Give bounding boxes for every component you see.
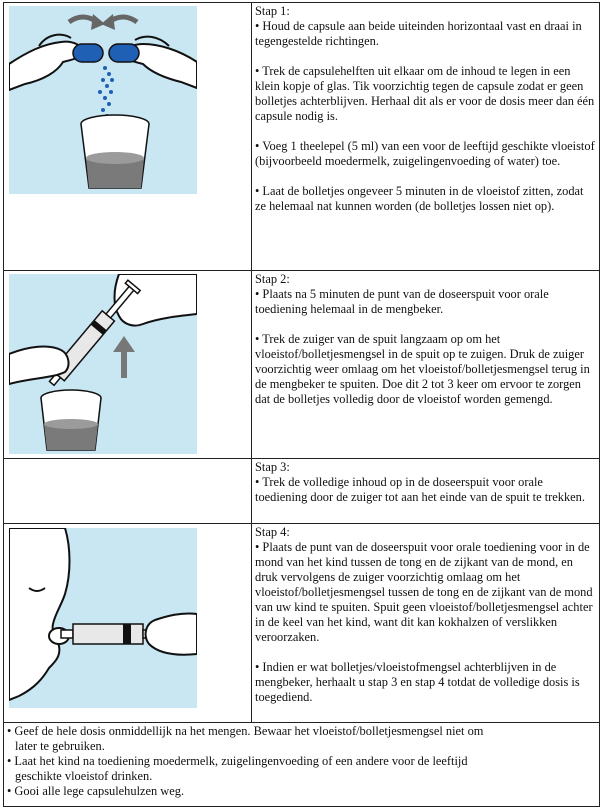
row-divider <box>3 458 600 459</box>
step-2-bullet: • Trek de zuiger van de spuit langzaam op om het vloeistof/bolletjesmengsel in de spuit op te zuigen. Druk de zuiger voorzichtig weer omlaag om het vloeistof/bolletjesmengsel terug in de mengbeker te spuiten. Doe dit 2 tot 3 keer om ervoor te zorgen dat de bolletjes volledig door de vloeistof worden gemengd. <box>255 332 590 406</box>
instruction-table <box>3 2 600 807</box>
row-divider <box>3 523 600 524</box>
step-1-title: Stap 1: <box>255 4 290 18</box>
step-1-bullet: • Laat de bolletjes ongeveer 5 minuten in de vloeistof zitten, zodat ze helemaal nat kunnen worden (de bolletjes lossen niet op). <box>255 184 584 213</box>
note-line: • Laat het kind na toediening moedermelk, zuigelingenvoeding of een andere voor de leeftijd <box>7 754 468 768</box>
step-2-bullet: • Plaats na 5 minuten de punt van de doseerspuit voor orale toediening helemaal in de mengbeker. <box>255 287 549 316</box>
table-border-bottom <box>3 806 600 807</box>
step-1-bullet: • Voeg 1 theelepel (5 ml) van een voor de leeftijd geschikte vloeistof (bijvoorbeeld moedermelk, zuigelingenvoeding of water) toe. <box>255 139 595 168</box>
step-3-bullet: • Trek de volledige inhoud op in de doseerspuit voor orale toediening door de zuiger tot aan het einde van de spuit te trekken. <box>255 475 585 504</box>
step-4-title: Stap 4: <box>255 525 290 539</box>
baby-dosing-illustration <box>9 528 197 708</box>
general-notes <box>7 724 595 799</box>
step-3-title: Stap 3: <box>255 460 290 474</box>
step-1-bullet: • Trek de capsulehelften uit elkaar om de inhoud te legen in een klein kopje of glas. Tik voorzichtig tegen de capsule zodat er geen bolletjes achterblijven. Herhaal dit als er voor de dosis meer dan één capsule nodig is. <box>255 64 595 123</box>
step-4-text <box>255 525 595 705</box>
step-2-title: Stap 2: <box>255 272 290 286</box>
column-divider <box>251 2 252 722</box>
syringe-mixing-illustration <box>9 274 197 454</box>
note-line: geschikte vloeistof drinken. <box>15 769 153 783</box>
step-1-bullet: • Houd de capsule aan beide uiteinden horizontaal vast en draai in tegengestelde richtingen. <box>255 19 582 48</box>
note-line: later te gebruiken. <box>15 739 105 753</box>
table-border-right <box>599 2 600 807</box>
row-divider <box>3 270 600 271</box>
step-2-text <box>255 272 595 407</box>
row-divider <box>3 722 600 723</box>
capsule-opening-illustration <box>9 6 197 194</box>
table-border-top <box>3 2 600 3</box>
step-4-bullet: • Plaats de punt van de doseerspuit voor orale toediening voor in de mond van het kind tussen de tong en de zijkant van de mond, en druk vervolgens de zuiger voorzichtig omlaag om het vloeistof/bolletjesmengsel tussen de tong en de zijkant van de mond van uw kind te spuiten. Spuit geen vloeistof/bolletjesmengsel achter in de keel van het kind, want dit kan kokhalzen of verslikken veroorzaken. <box>255 540 593 644</box>
note-line: • Geef de hele dosis onmiddellijk na het mengen. Bewaar het vloeistof/bolletjesmengsel niet om <box>7 724 484 738</box>
note-line: • Gooi alle lege capsulehulzen weg. <box>7 784 185 798</box>
table-border-left <box>3 2 4 807</box>
step-3-text <box>255 460 595 505</box>
step-4-bullet: • Indien er wat bolletjes/vloeistofmengsel achterblijven in de mengbeker, herhaalt u stap 3 en stap 4 totdat de volledige dosis is toegediend. <box>255 660 580 704</box>
step-1-text <box>255 4 595 214</box>
